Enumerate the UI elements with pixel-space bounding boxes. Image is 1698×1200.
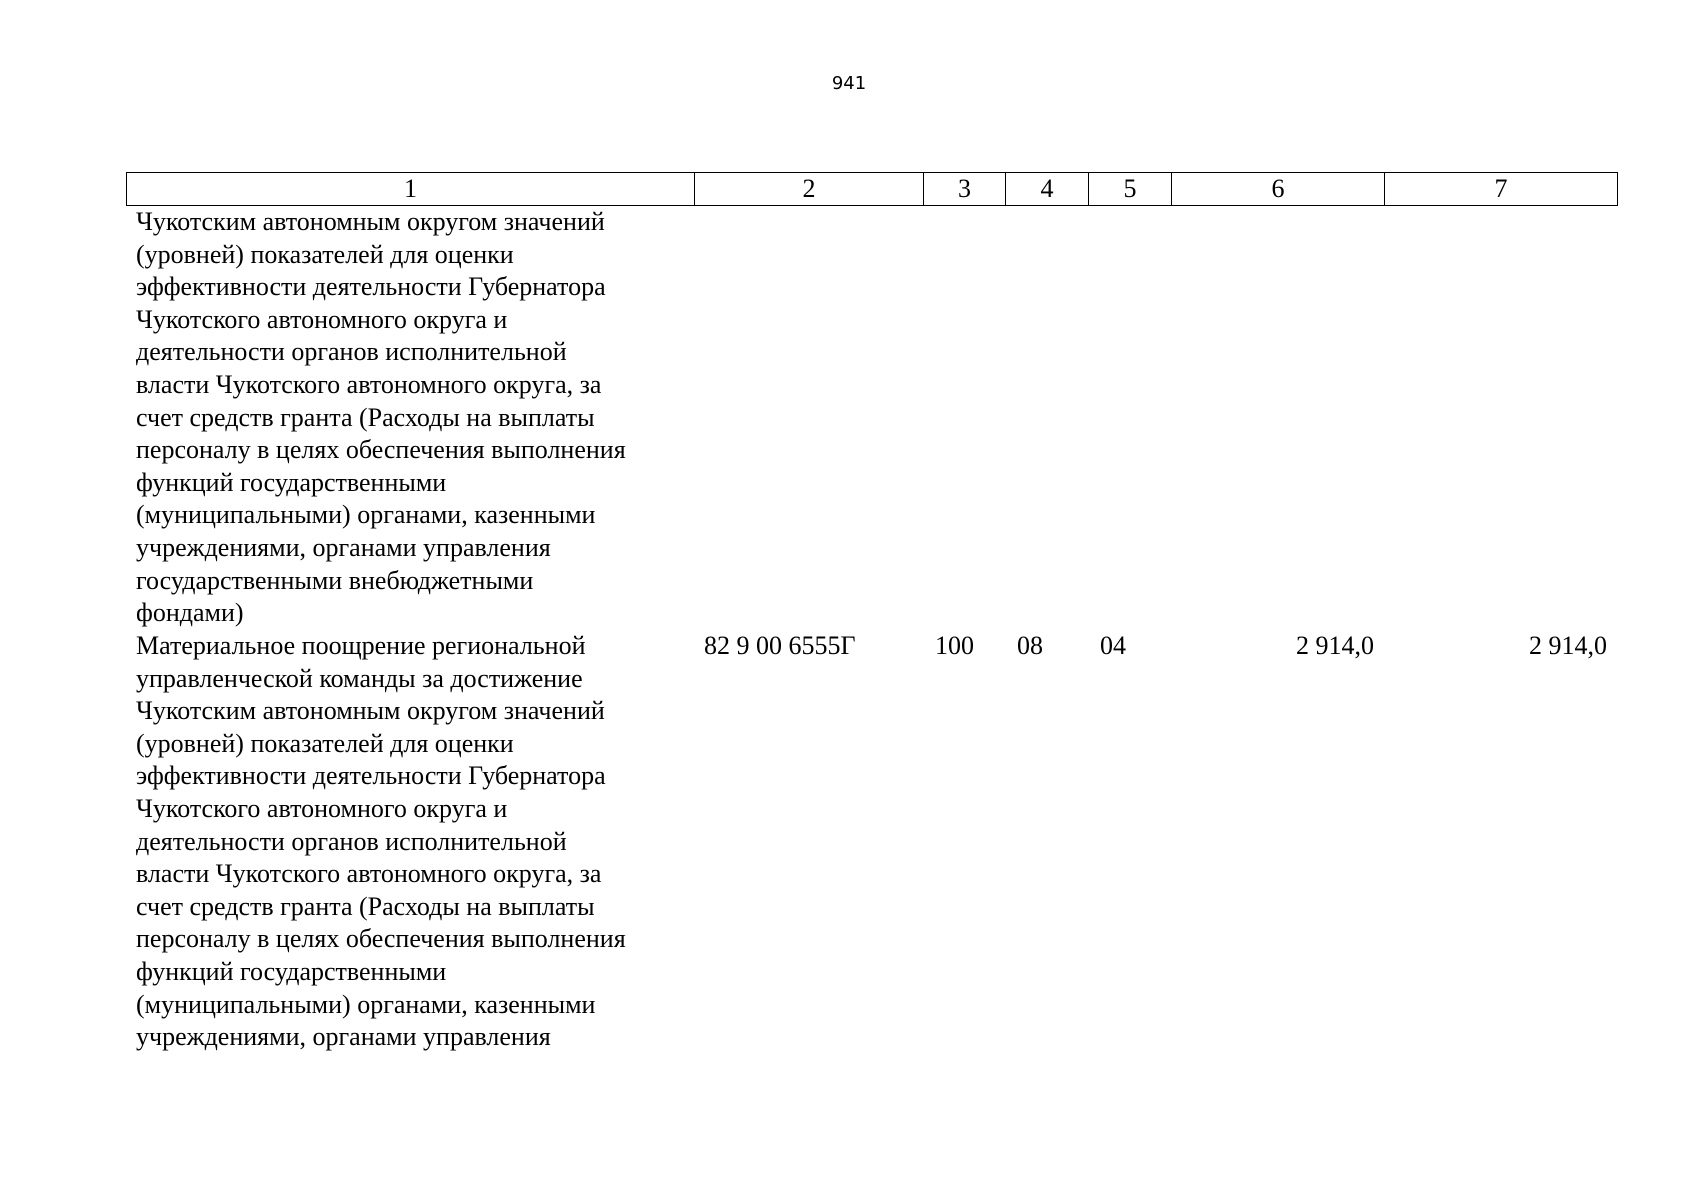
header-cell-2: 2 <box>695 173 924 206</box>
row-name: Материальное поощрение региональной управленческой команды за достижение Чукотским автономным округом значений (уровней) показателей для оценки эффективности деятельности Губернатора Чукотского автономного округа и деятельности органов исполнительной власти Чукотского автономного округа, за счет средств гранта (Расходы на выплаты персоналу в целях обеспечения выполнения функций государственными (муниципальными) органами, казенными учреждениями, органами управления <box>136 631 626 1052</box>
header-row <box>127 173 1618 206</box>
header-cell-1: 1 <box>127 173 695 206</box>
row-col5: 04 <box>1100 631 1126 660</box>
row-col3: 100 <box>935 631 974 660</box>
table-header <box>126 172 1618 206</box>
header-cell-5: 5 <box>1089 173 1172 206</box>
header-cell-3: 3 <box>924 173 1006 206</box>
header-cell-7: 7 <box>1385 173 1618 206</box>
row-col7: 2 914,0 <box>1529 631 1607 660</box>
row-col6: 2 914,0 <box>1296 631 1374 660</box>
page-number: 941 <box>831 73 867 94</box>
row-code: 82 9 00 6555Г <box>704 631 856 660</box>
header-cell-4: 4 <box>1006 173 1089 206</box>
header-cell-6: 6 <box>1172 173 1385 206</box>
row-col4: 08 <box>1017 631 1043 660</box>
continuation-text: Чукотским автономным округом значений (уровней) показателей для оценки эффективности деятельности Губернатора Чукотского автономного округа и деятельности органов исполнительной власти Чукотского автономного округа, за счет средств гранта (Расходы на выплаты персоналу в целях обеспечения выполнения функций государственными (муниципальными) органами, казенными учреждениями, органами управления государственными внебюджетными фондами) <box>136 207 626 628</box>
